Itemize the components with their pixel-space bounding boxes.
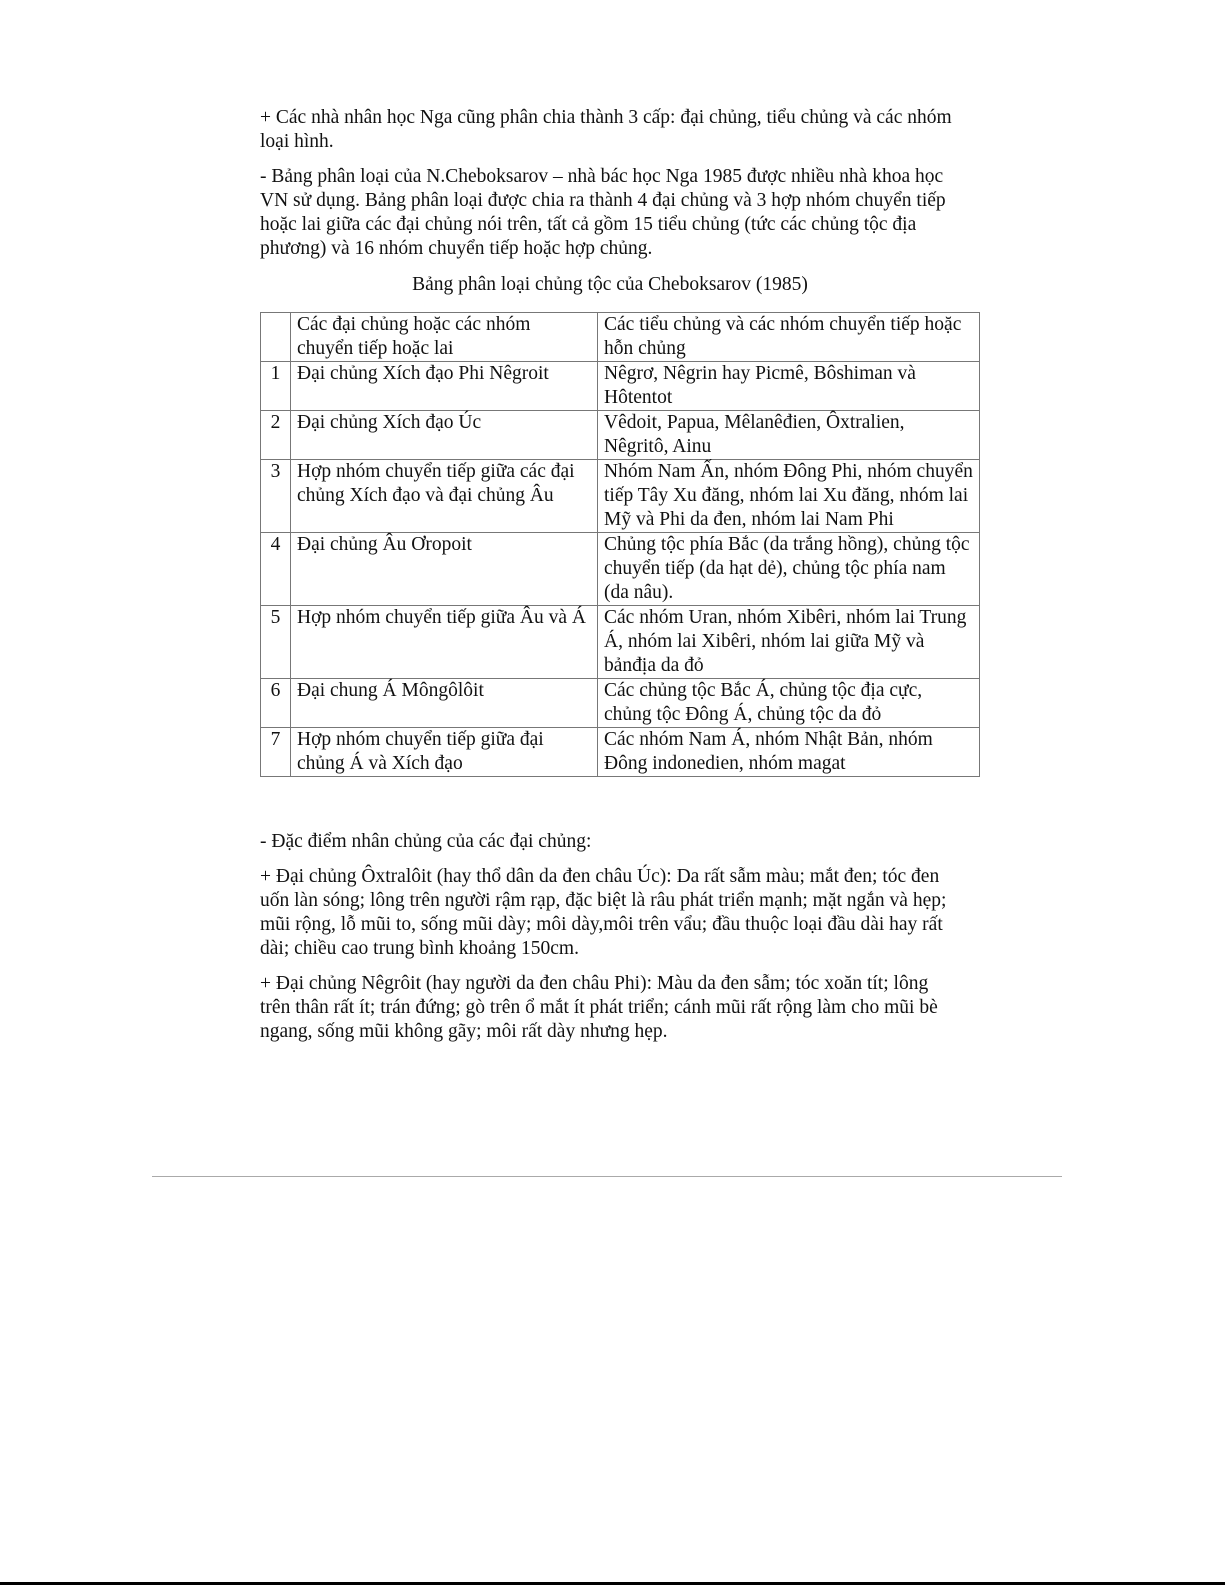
features-paragraph-1: + Đại chủng Ôxtralôit (hay thổ dân da đen châu Úc): Da rất sẫm màu; mắt đen; tóc đen uốn làn sóng; lông trên người rậm rạp, đặc biệt là râu phát triển mạnh; mặt ngắn và hẹp; mũi rộng, lỗ mũi to, sống mũi dày; môi dày,môi trên vẩu; đầu thuộc loại đầu dài hay rất dài; chiều cao trung bình khoảng 150cm. (260, 866, 947, 959)
row-number: 4 (261, 533, 291, 606)
table-row (261, 411, 980, 460)
classification-table (260, 312, 980, 777)
intro-paragraph-1: + Các nhà nhân học Nga cũng phân chia thành 3 cấp: đại chủng, tiểu chủng và các nhóm loại hình. (260, 107, 952, 152)
features-paragraph-2: + Đại chủng Nêgrôit (hay người da đen châu Phi): Màu da đen sẫm; tóc xoăn tít; lông trên thân rất ít; trán đứng; gò trên ổ mắt ít phát triển; cánh mũi rất rộng làm cho mũi bè ngang, sống mũi không gãy; môi rất dày nhưng hẹp. (260, 973, 938, 1042)
header-major-cell: Các đại chủng hoặc các nhóm chuyển tiếp hoặc lai (291, 313, 598, 362)
table-header-row (261, 313, 980, 362)
table-row (261, 362, 980, 411)
row-minor-races: Các nhóm Nam Á, nhóm Nhật Bản, nhóm Đông indonedien, nhóm magat (598, 728, 980, 777)
row-number: 7 (261, 728, 291, 777)
intro-section (260, 106, 960, 303)
row-major-race: Hợp nhóm chuyển tiếp giữa đại chủng Á và Xích đạo (291, 728, 598, 777)
row-major-race: Đại chủng Xích đạo Úc (291, 411, 598, 460)
table-row (261, 606, 980, 679)
row-minor-races: Các chủng tộc Bắc Á, chủng tộc địa cực, chủng tộc Đông Á, chủng tộc da đỏ (598, 679, 980, 728)
header-minor-cell: Các tiểu chủng và các nhóm chuyển tiếp hoặc hỗn chủng (598, 313, 980, 362)
table-caption: Bảng phân loại chủng tộc của Cheboksarov (1985) (412, 274, 808, 295)
row-minor-races: Vêdoit, Papua, Mêlanêđien, Ôxtralien, Nêgritô, Ainu (598, 411, 980, 460)
page-divider (152, 1176, 1062, 1177)
header-num-cell (261, 313, 291, 362)
row-number: 5 (261, 606, 291, 679)
row-major-race: Hợp nhóm chuyển tiếp giữa các đại chủng Xích đạo và đại chủng Âu (291, 460, 598, 533)
features-heading: - Đặc điểm nhân chủng của các đại chủng: (260, 831, 592, 852)
row-major-race: Hợp nhóm chuyển tiếp giữa Âu và Á (291, 606, 598, 679)
row-major-race: Đại chủng Âu Ơropoit (291, 533, 598, 606)
table-row (261, 460, 980, 533)
row-minor-races: Nhóm Nam Ấn, nhóm Đông Phi, nhóm chuyển tiếp Tây Xu đăng, nhóm lai Xu đăng, nhóm lai Mỹ và Phi da đen, nhóm lai Nam Phi (598, 460, 980, 533)
row-major-race: Đại chung Á Môngôlôit (291, 679, 598, 728)
row-major-race: Đại chủng Xích đạo Phi Nêgroit (291, 362, 598, 411)
table-row (261, 679, 980, 728)
table-row (261, 728, 980, 777)
row-minor-races: Nêgrơ, Nêgrin hay Picmê, Bôshiman và Hôtentot (598, 362, 980, 411)
row-number: 2 (261, 411, 291, 460)
features-section (260, 830, 960, 1055)
row-minor-races: Chủng tộc phía Bắc (da trắng hồng), chủng tộc chuyển tiếp (da hạt dẻ), chủng tộc phía nam (da nâu). (598, 533, 980, 606)
row-number: 3 (261, 460, 291, 533)
row-number: 6 (261, 679, 291, 728)
table-row (261, 533, 980, 606)
row-minor-races: Các nhóm Uran, nhóm Xibêri, nhóm lai Trung Á, nhóm lai Xibêri, nhóm lai giữa Mỹ và bảnđịa da đỏ (598, 606, 980, 679)
row-number: 1 (261, 362, 291, 411)
intro-paragraph-2: - Bảng phân loại của N.Cheboksarov – nhà bác học Nga 1985 được nhiều nhà khoa học VN sử dụng. Bảng phân loại được chia ra thành 4 đại chủng và 3 hợp nhóm chuyển tiếp hoặc lai giữa các đại chủng nói trên, tất cả gồm 15 tiểu chủng (tức các chủng tộc địa phương) và 16 nhóm chuyển tiếp hoặc hợp chủng. (260, 166, 946, 259)
